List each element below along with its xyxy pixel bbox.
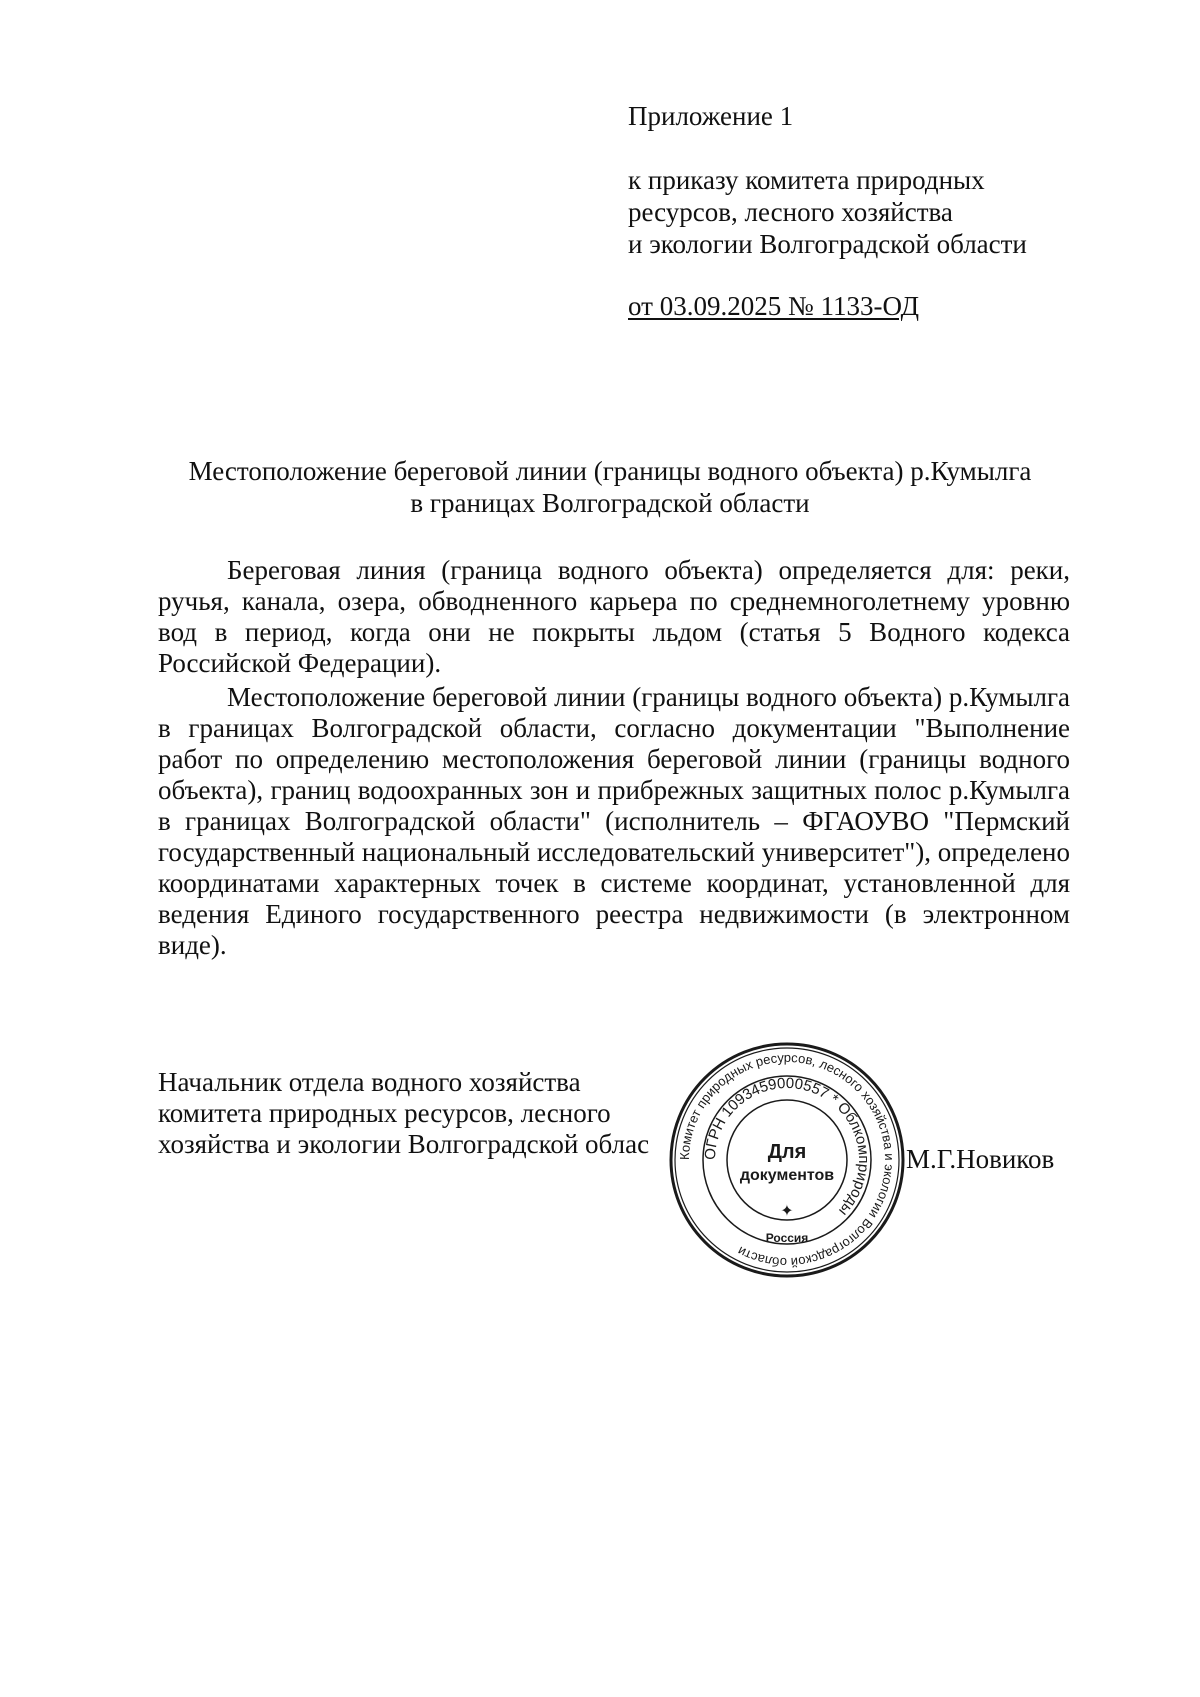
order-line-3: и экологии Волгоградской области bbox=[628, 229, 1027, 259]
seal-outer-text: Комитет природных ресурсов, лесного хозяйства и экологии Волгоградской области bbox=[676, 1049, 898, 1271]
order-date: от 03.09.2025 № 1133-ОД bbox=[628, 291, 920, 321]
title-line-2: в границах Волгоградской области bbox=[410, 488, 810, 518]
appendix-header bbox=[628, 100, 1088, 322]
appendix-label: Приложение 1 bbox=[628, 101, 794, 131]
signer-position-line-2: комитета природных ресурсов, лесного bbox=[158, 1098, 611, 1128]
body-paragraph-2: Местоположение береговой линии (границы водного объекта) р.Кумылга в границах Волгоградской области, согласно документации "Выполнение работ по определению местоположения береговой линии (границы водного объекта), границ водоохранных зон и прибрежных защитных полос р.Кумылга в границах Волгоградской области" (исполнитель – ФГАОУВО "Пермский государственный национальный исследовательский университет"), определено координатами характерных точек в системе координат, установленной для ведения Единого государственного реестра недвижимости (в электронном виде). bbox=[158, 682, 1070, 960]
signature-block bbox=[158, 1067, 649, 1160]
seal-center-line-1: Для bbox=[767, 1141, 807, 1163]
signer-name: М.Г.Новиков bbox=[906, 1144, 1055, 1174]
title-line-1: Местоположение береговой линии (границы водного объекта) р.Кумылга bbox=[188, 456, 1032, 486]
signer-position-line-3: хозяйства и экологии Волгоградской облас bbox=[158, 1129, 650, 1159]
body-paragraph-1: Береговая линия (граница водного объекта) определяется для: реки, ручья, канала, озера, обводненного карьера по среднемноголетнему уровню вод в период, когда они не покрыты льдом (статья 5 Водного кодекса Российской Федерации). bbox=[158, 555, 1070, 678]
order-line-1: к приказу комитета природных bbox=[628, 165, 985, 195]
seal-inner-text: ОГРН 1093459000557 * Облкомприроды bbox=[701, 1074, 873, 1220]
seal-star-icon: ✦ bbox=[780, 1201, 794, 1220]
seal-bottom-text: Россия bbox=[765, 1231, 809, 1245]
seal-center-line-2: документов bbox=[739, 1167, 835, 1184]
document-title bbox=[150, 455, 1070, 519]
order-line-2: ресурсов, лесного хозяйства bbox=[628, 197, 953, 227]
document-body bbox=[158, 555, 1070, 961]
official-seal-stamp bbox=[667, 1040, 907, 1280]
signer-position-line-1: Начальник отдела водного хозяйства bbox=[158, 1067, 581, 1097]
